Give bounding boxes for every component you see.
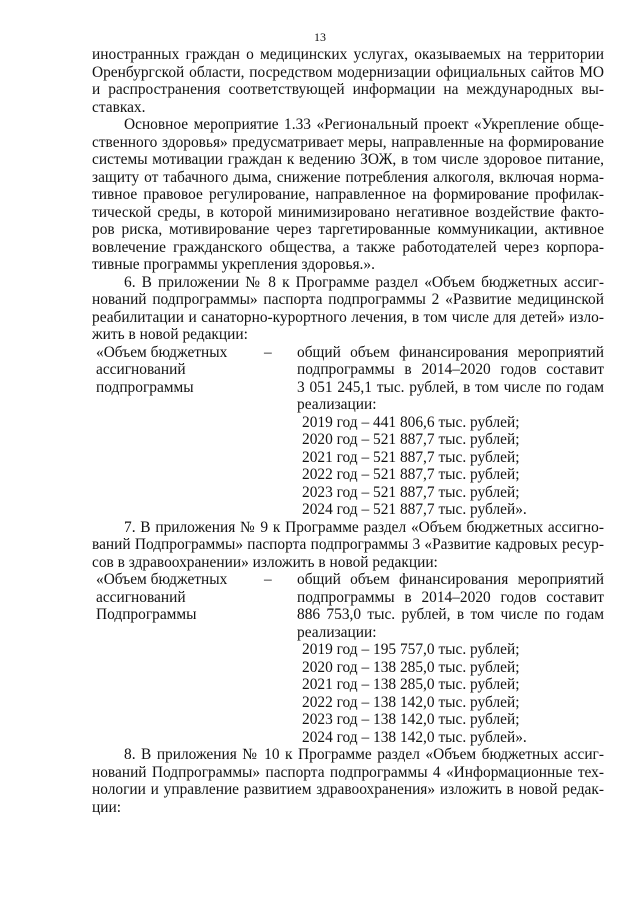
label-line: Подпрограммы	[96, 606, 197, 623]
text-line: Основное мероприятие 1.33 «Региональный проект «Укрепление обще-	[124, 116, 604, 133]
label-line: подпрограммы	[96, 378, 194, 396]
year-line: 2020 год – 521 887,7 тыс. рублей;	[302, 431, 520, 448]
year-line: 2024 год – 521 887,7 тыс. рублей».	[302, 501, 527, 518]
year-line: 2019 год – 441 806,6 тыс. рублей;	[302, 413, 520, 431]
text-line: нологии и управление развитием здравоохранения» изложить в новой редак-	[92, 781, 604, 798]
text-line: Оренбургской области, посредством модернизации официальных сайтов МО	[92, 63, 604, 81]
year-line: 2022 год – 521 887,7 тыс. рублей;	[302, 466, 520, 483]
passport-dash: –	[264, 343, 272, 361]
year-line: 2022 год – 138 142,0 тыс. рублей;	[302, 693, 520, 711]
text-line: 7. В приложения № 9 к Программе раздел «Объем бюджетных ассигно-	[124, 518, 604, 536]
text-line: иностранных граждан о медицинских услугах, оказываемых на территории	[92, 46, 604, 63]
label-line: «Объем бюджетных	[96, 571, 228, 588]
text-line: ваний Подпрограммы» паспорта подпрограммы 3 «Развитие кадровых ресур-	[92, 536, 604, 553]
text-line: 8. В приложения № 10 к Программе раздел «Объем бюджетных ассиг-	[124, 746, 604, 763]
value-line: 3 051 245,1 тыс. рублей, в том числе по годам	[297, 378, 604, 396]
intro-paragraph	[92, 46, 604, 116]
year-line: 2020 год – 138 285,0 тыс. рублей;	[302, 658, 520, 676]
text-line: жить в новой редакции:	[92, 326, 248, 343]
value-line: реализации:	[297, 623, 377, 641]
passport-value	[297, 344, 604, 519]
passport-value	[297, 571, 604, 746]
section-6-passport-table	[92, 344, 604, 519]
text-line: ставках.	[92, 98, 146, 116]
section-7-passport-table	[92, 571, 604, 746]
text-line: 6. В приложении № 8 к Программе раздел «Объем бюджетных ассиг-	[124, 273, 604, 291]
passport-label	[96, 344, 246, 397]
page-number: 13	[314, 30, 326, 44]
year-line: 2019 год – 195 757,0 тыс. рублей;	[302, 641, 520, 658]
year-line: 2023 год – 521 887,7 тыс. рублей;	[302, 483, 520, 501]
passport-label	[96, 571, 246, 624]
text-line: вовлечение гражданского общества, а также работодателей через корпора-	[92, 238, 604, 256]
measure-paragraph	[92, 116, 604, 274]
text-line: и распространения соответствующей информации на международных вы-	[92, 81, 604, 98]
section-7-heading	[92, 519, 604, 572]
text-line: тической среды, в которой минимизировано негативное воздействие факто-	[92, 203, 604, 221]
label-line: ассигнований	[96, 588, 186, 606]
value-line: 886 753,0 тыс. рублей, в том числе по годам	[297, 606, 604, 623]
text-line: нований подпрограммы» паспорта подпрограммы 2 «Развитие медицинской	[92, 291, 604, 308]
text-line: сов в здравоохранении» изложить в новой редакции:	[92, 553, 438, 571]
text-line: реабилитации и санаторно-курортного лечения, в том числе для детей» изло-	[92, 308, 604, 326]
year-line: 2021 год – 521 887,7 тыс. рублей;	[302, 448, 520, 466]
value-line: общий объем финансирования мероприятий	[297, 343, 604, 361]
value-line: реализации:	[297, 396, 377, 413]
value-line: подпрограммы в 2014–2020 годов составит	[297, 588, 604, 606]
text-line: системы мотивации граждан к ведению ЗОЖ, в том числе здоровое питание,	[92, 151, 604, 168]
text-line: ственного здоровья» предусматривает меры, направленные на формирование	[92, 133, 604, 151]
year-line: 2021 год – 138 285,0 тыс. рублей;	[302, 676, 520, 693]
document-body	[92, 46, 604, 816]
label-line: «Объем бюджетных	[96, 343, 228, 361]
text-line: тивные программы укрепления здоровья.».	[92, 256, 375, 273]
passport-dash: –	[264, 571, 272, 588]
section-8-heading	[92, 746, 604, 816]
text-line: тивное правовое регулирование, направленное на формирование профилак-	[92, 186, 604, 203]
text-line: ров риска, мотивирование через таргетированные коммуникации, активное	[92, 221, 604, 238]
label-line: ассигнований	[96, 361, 186, 378]
year-line: 2024 год – 138 142,0 тыс. рублей».	[302, 728, 527, 746]
value-line: общий объем финансирования мероприятий	[297, 571, 604, 588]
text-line: нований Подпрограммы» паспорта подпрограммы 4 «Информационные тех-	[92, 763, 604, 781]
section-6-heading	[92, 274, 604, 344]
text-line: защиту от табачного дыма, снижение потребления алкоголя, включая норма-	[92, 168, 604, 186]
value-line: подпрограммы в 2014–2020 годов составит	[297, 361, 604, 378]
year-line: 2023 год – 138 142,0 тыс. рублей;	[302, 711, 520, 728]
text-line: ции:	[92, 798, 121, 816]
